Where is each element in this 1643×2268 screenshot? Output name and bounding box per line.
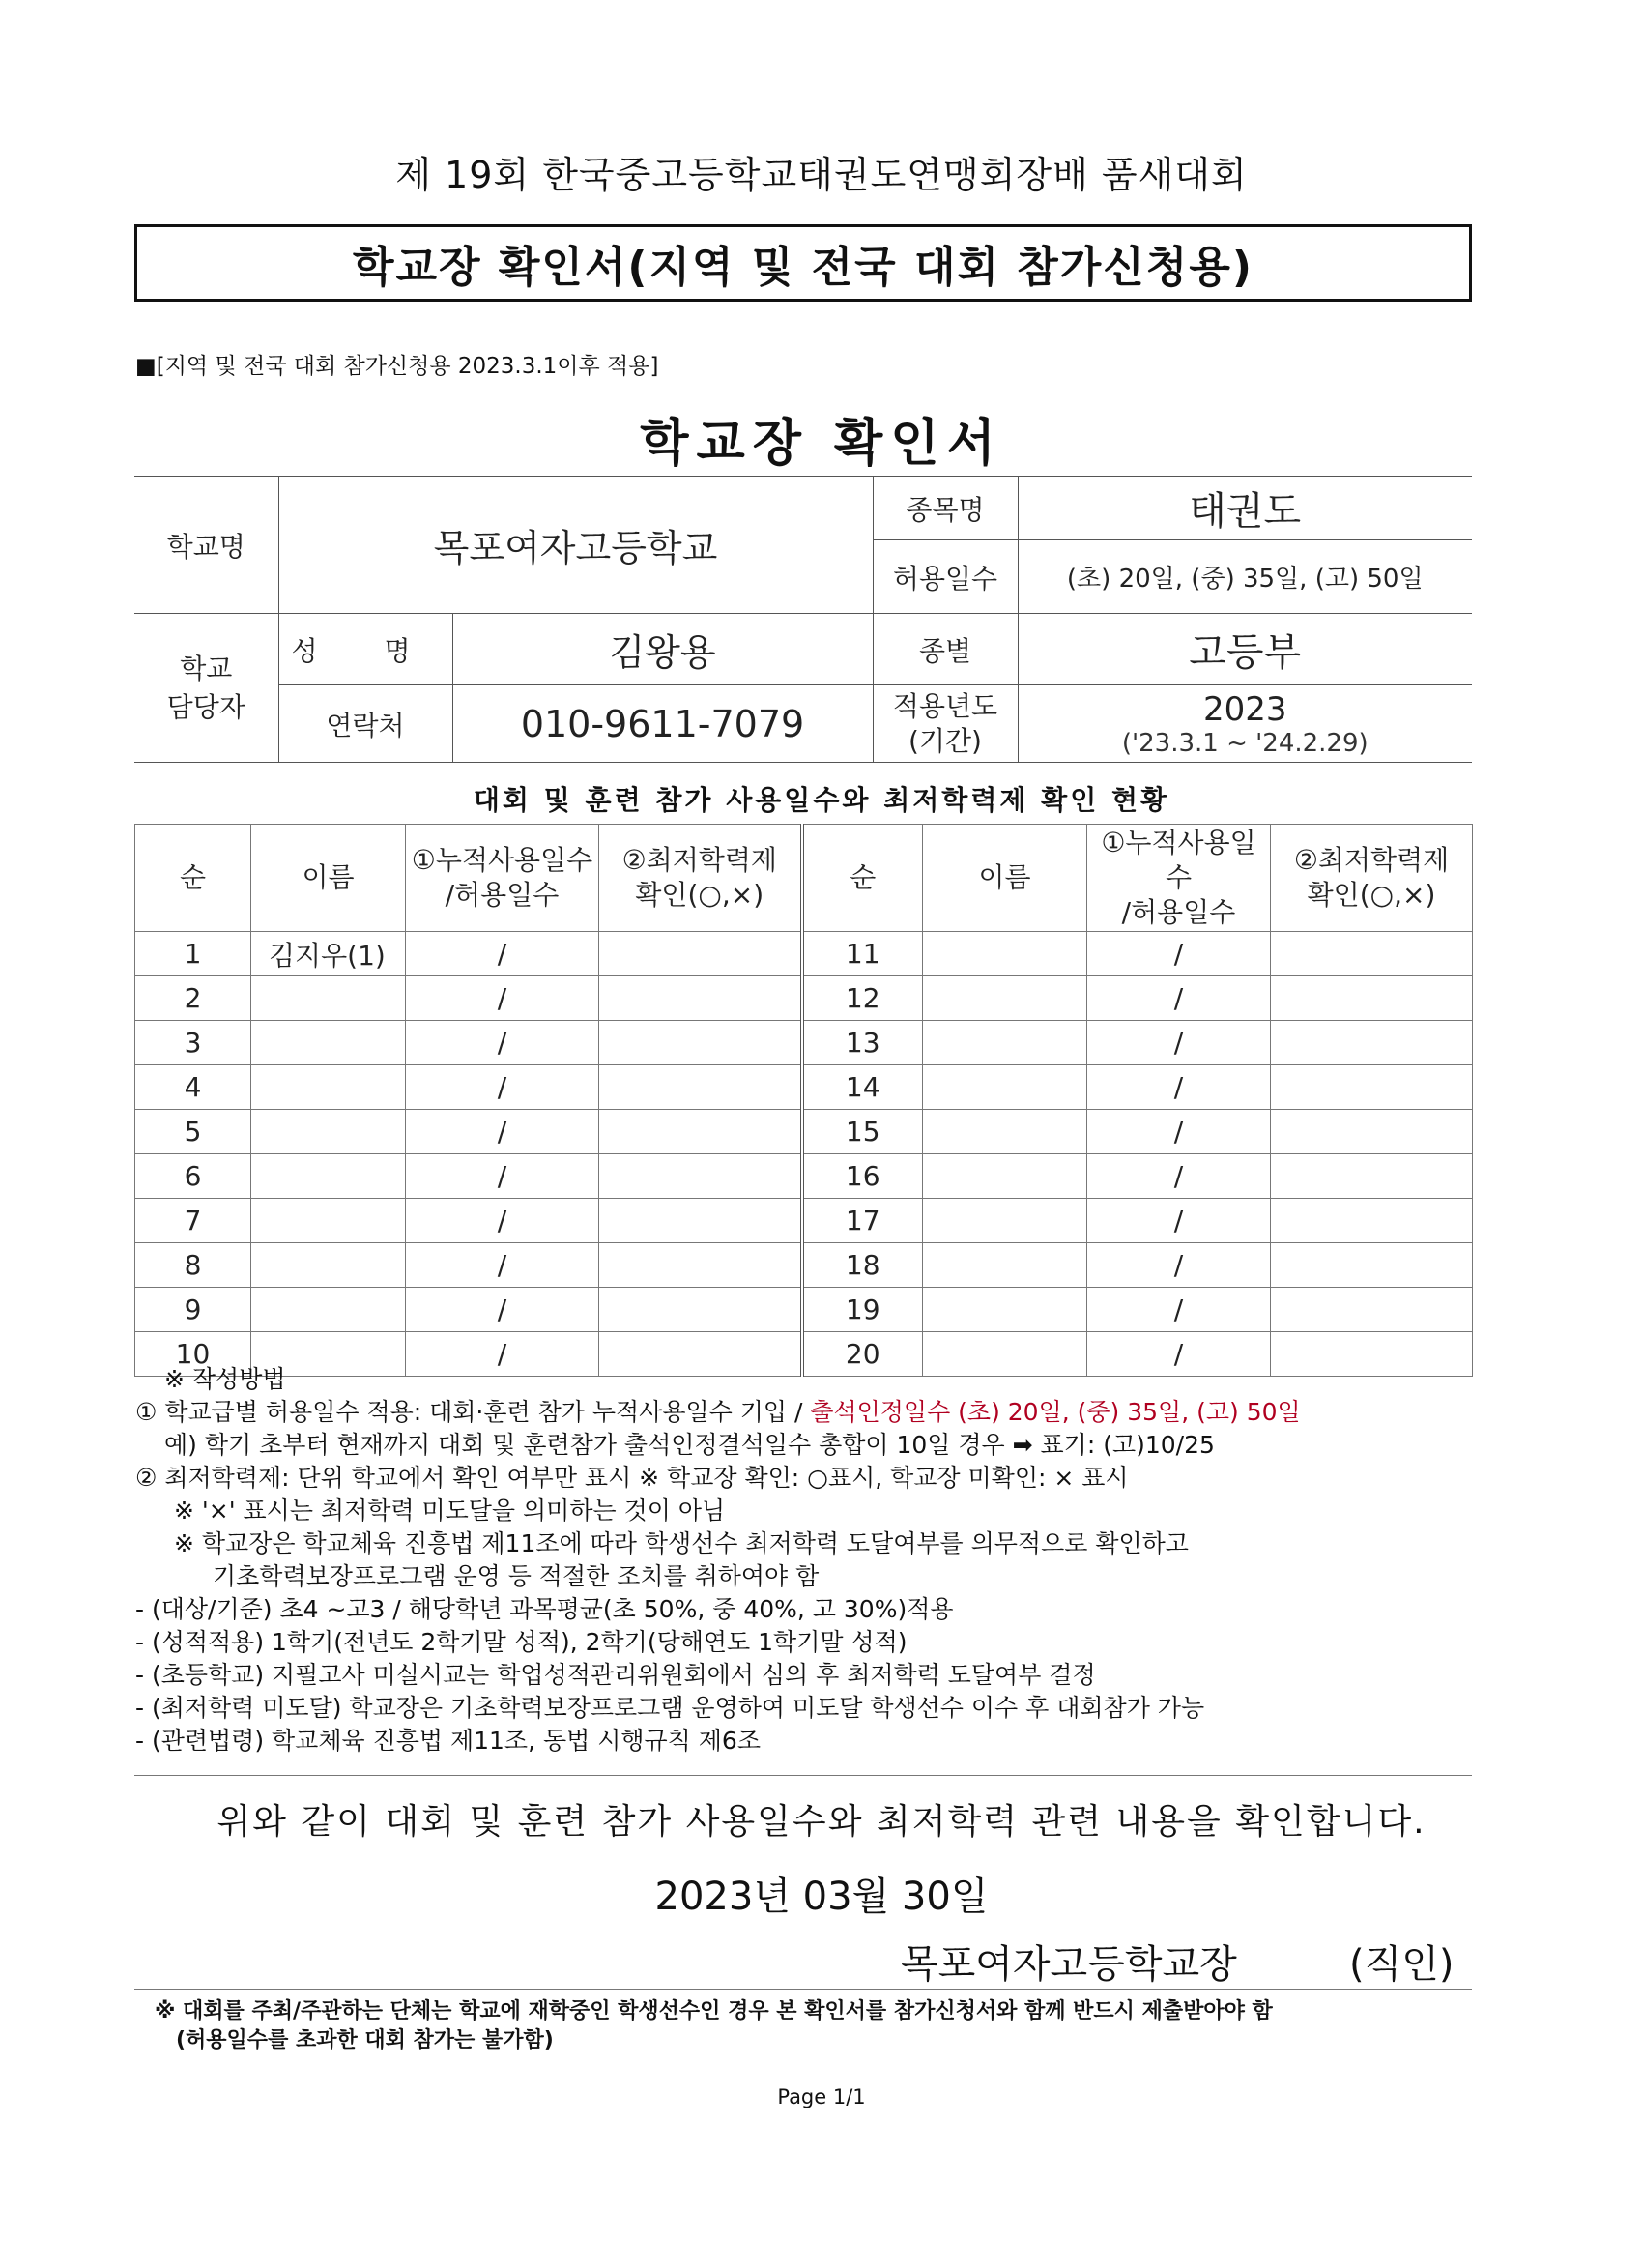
division-value: 고등부: [1018, 614, 1472, 685]
row-no: 2: [135, 976, 251, 1021]
confirm-statement: 위와 같이 대회 및 훈련 참가 사용일수와 최저학력 관련 내용을 확인합니다.: [216, 1802, 1427, 1842]
header-days: ①누적사용일수 /허용일수: [1087, 825, 1271, 932]
note-2b: ※ 학교장은 학교체육 진흥법 제11조에 따라 학생선수 최저학력 도달여부를 의무적으로 확인하고: [174, 1529, 1189, 1557]
row-check: [1271, 1154, 1473, 1199]
row-name: [923, 932, 1087, 976]
year-value: 2023: [1202, 689, 1287, 729]
row-name: [923, 1065, 1087, 1110]
row-no: 11: [802, 932, 923, 976]
document-title: 학교장 확인서: [640, 415, 1003, 473]
table-row: [135, 1288, 1473, 1332]
row-name: [923, 1021, 1087, 1065]
row-check: [599, 932, 802, 976]
row-check: [1271, 1110, 1473, 1154]
header-min-academic: ②최저학력제 확인(○,×): [1271, 825, 1473, 932]
row-days: /: [1087, 1288, 1271, 1332]
sport-label: 종목명: [873, 477, 1018, 540]
instructions: [135, 1363, 1488, 1758]
row-days: /: [406, 1110, 599, 1154]
note-2: ② 최저학력제: 단위 학교에서 확인 여부만 표시 ※ 학교장 확인: ○표시, 학교장 미확인: × 표시: [135, 1464, 1129, 1492]
detail-4: - (최저학력 미도달) 학교장은 기초학력보장프로그램 운영하여 미도달 학생선수 이수 후 대회참가 가능: [135, 1694, 1205, 1722]
header-no: 순: [135, 825, 251, 932]
table-row: [135, 932, 1473, 976]
contact-name-label: 성 명: [278, 614, 452, 685]
contact-name-value: 김왕용: [452, 614, 873, 685]
row-no: 17: [802, 1199, 923, 1243]
table-row: [135, 1154, 1473, 1199]
row-name: [923, 1243, 1087, 1288]
allowed-days-label: 허용일수: [873, 540, 1018, 614]
year-cell: [1018, 685, 1472, 763]
row-days: /: [1087, 932, 1271, 976]
footer-note: [155, 1997, 1488, 2055]
row-days: /: [406, 1021, 599, 1065]
contact-phone-value: 010-9611-7079: [452, 685, 873, 763]
row-name: [923, 1199, 1087, 1243]
row-no: 13: [802, 1021, 923, 1065]
year-period: ('23.3.1 ~ '24.2.29): [1121, 728, 1369, 758]
row-no: 19: [802, 1288, 923, 1332]
header-min-academic: ②최저학력제 확인(○,×): [599, 825, 802, 932]
school-name-value: 목포여자고등학교: [278, 477, 873, 614]
row-name: [923, 1110, 1087, 1154]
row-no: 15: [802, 1110, 923, 1154]
row-days: /: [406, 1332, 599, 1377]
division-label: 종별: [873, 614, 1018, 685]
year-label: 적용년도 (기간): [873, 685, 1018, 763]
row-check: [1271, 1199, 1473, 1243]
detail-2: - (성적적용) 1학기(전년도 2학기말 성적), 2학기(당해연도 1학기말 성적): [135, 1628, 908, 1656]
row-days: /: [406, 932, 599, 976]
header-name: 이름: [923, 825, 1087, 932]
row-check: [599, 1065, 802, 1110]
row-days: /: [406, 1199, 599, 1243]
table-row: [135, 1243, 1473, 1288]
notes-heading: ※ 작성방법: [164, 1365, 286, 1393]
row-no: 20: [802, 1332, 923, 1377]
divider: [134, 1775, 1472, 1776]
contact-group-label: 학교 담당자: [134, 614, 278, 763]
row-days: /: [1087, 1154, 1271, 1199]
row-no: 18: [802, 1243, 923, 1288]
table-row: [135, 1065, 1473, 1110]
row-no: 3: [135, 1021, 251, 1065]
school-info-table: [134, 476, 1472, 763]
row-name: [251, 1288, 406, 1332]
row-name: [251, 1110, 406, 1154]
event-title: 제 19회 한국중고등학교태권도연맹회장배 품새대회: [395, 154, 1248, 196]
row-no: 1: [135, 932, 251, 976]
table-row: [135, 1110, 1473, 1154]
note-2a: ※ '×' 표시는 최저학력 미도달을 의미하는 것이 아님: [174, 1497, 726, 1525]
row-check: [1271, 976, 1473, 1021]
row-no: 7: [135, 1199, 251, 1243]
row-check: [1271, 1021, 1473, 1065]
row-name: [251, 976, 406, 1021]
row-name: [251, 1154, 406, 1199]
row-name: [923, 1288, 1087, 1332]
student-table-header: [135, 825, 1473, 932]
table-row: [135, 976, 1473, 1021]
student-table: [134, 824, 1473, 1377]
row-check: [599, 976, 802, 1021]
footer-line-1: ※ 대회를 주최/주관하는 단체는 학교에 재학중인 학생선수인 경우 본 확인서를 참가신청서와 함께 반드시 제출받아야 함: [155, 1999, 1273, 2023]
row-name: [923, 976, 1087, 1021]
official-seal: (직인): [1349, 1942, 1455, 1987]
contact-phone-label: 연락처: [278, 685, 452, 763]
row-no: 10: [135, 1332, 251, 1377]
row-name: [251, 1065, 406, 1110]
applies-note: ■[지역 및 전국 대회 참가신청용 2023.3.1이후 적용]: [135, 354, 659, 379]
row-no: 8: [135, 1243, 251, 1288]
row-days: /: [1087, 1199, 1271, 1243]
row-name: 김지우(1): [251, 932, 406, 976]
issue-date: 2023년 03월 30일: [654, 1875, 989, 1919]
row-name: [251, 1199, 406, 1243]
note-2c: 기초학력보장프로그램 운영 등 적절한 조치를 취하여야 함: [213, 1562, 820, 1590]
row-check: [1271, 932, 1473, 976]
header-name: 이름: [251, 825, 406, 932]
detail-3: - (초등학교) 지필고사 미실시교는 학업성적관리위원회에서 심의 후 최저학력 도달여부 결정: [135, 1661, 1096, 1689]
row-days: /: [1087, 1110, 1271, 1154]
row-days: /: [1087, 1021, 1271, 1065]
table-row: [135, 1199, 1473, 1243]
table-row: [135, 1021, 1473, 1065]
note-1: [135, 1396, 1488, 1429]
allowed-days-value: (초) 20일, (중) 35일, (고) 50일: [1018, 540, 1472, 614]
row-name: [251, 1021, 406, 1065]
sport-value: 태권도: [1018, 477, 1472, 540]
detail-5: - (관련법령) 학교체육 진흥법 제11조, 동법 시행규칙 제6조: [135, 1727, 761, 1755]
form-title-box: [134, 224, 1472, 302]
page-number: Page 1/1: [777, 2085, 866, 2108]
note-1-example: 예) 학기 초부터 현재까지 대회 및 훈련참가 출석인정결석일수 총합이 10일 경우 ➡ 표기: (고)10/25: [164, 1431, 1215, 1459]
note-1-highlight: 출석인정일수 (초) 20일, (중) 35일, (고) 50일: [810, 1398, 1301, 1426]
row-no: 14: [802, 1065, 923, 1110]
row-check: [1271, 1065, 1473, 1110]
row-check: [599, 1154, 802, 1199]
row-check: [599, 1288, 802, 1332]
row-days: /: [406, 976, 599, 1021]
row-check: [599, 1021, 802, 1065]
row-check: [599, 1199, 802, 1243]
row-days: /: [1087, 1065, 1271, 1110]
row-days: /: [1087, 1243, 1271, 1288]
row-no: 6: [135, 1154, 251, 1199]
row-days: /: [1087, 1332, 1271, 1377]
status-heading: 대회 및 훈련 참가 사용일수와 최저학력제 확인 현황: [473, 784, 1170, 816]
header-days: ①누적사용일수 /허용일수: [406, 825, 599, 932]
divider: [134, 1989, 1472, 1990]
principal-name: 목포여자고등학교장: [901, 1942, 1237, 1987]
header-no: 순: [802, 825, 923, 932]
row-days: /: [1087, 976, 1271, 1021]
row-no: 9: [135, 1288, 251, 1332]
row-name: [923, 1154, 1087, 1199]
row-days: /: [406, 1288, 599, 1332]
row-no: 16: [802, 1154, 923, 1199]
row-days: /: [406, 1243, 599, 1288]
footer-line-2: (허용일수를 초과한 대회 참가는 불가함): [176, 2028, 554, 2052]
row-no: 5: [135, 1110, 251, 1154]
row-check: [1271, 1288, 1473, 1332]
school-name-label: 학교명: [134, 477, 278, 614]
row-check: [599, 1243, 802, 1288]
row-check: [1271, 1243, 1473, 1288]
row-name: [251, 1243, 406, 1288]
note-1-text: ① 학교급별 허용일수 적용: 대회·훈련 참가 누적사용일수 기입 /: [135, 1398, 811, 1426]
row-days: /: [406, 1154, 599, 1199]
row-no: 12: [802, 976, 923, 1021]
row-check: [599, 1110, 802, 1154]
row-no: 4: [135, 1065, 251, 1110]
form-title: 학교장 확인서(지역 및 전국 대회 참가신청용): [353, 243, 1254, 292]
row-days: /: [406, 1065, 599, 1110]
detail-1: - (대상/기준) 초4 ~고3 / 해당학년 과목평균(초 50%, 중 40%, 고 30%)적용: [135, 1595, 954, 1623]
